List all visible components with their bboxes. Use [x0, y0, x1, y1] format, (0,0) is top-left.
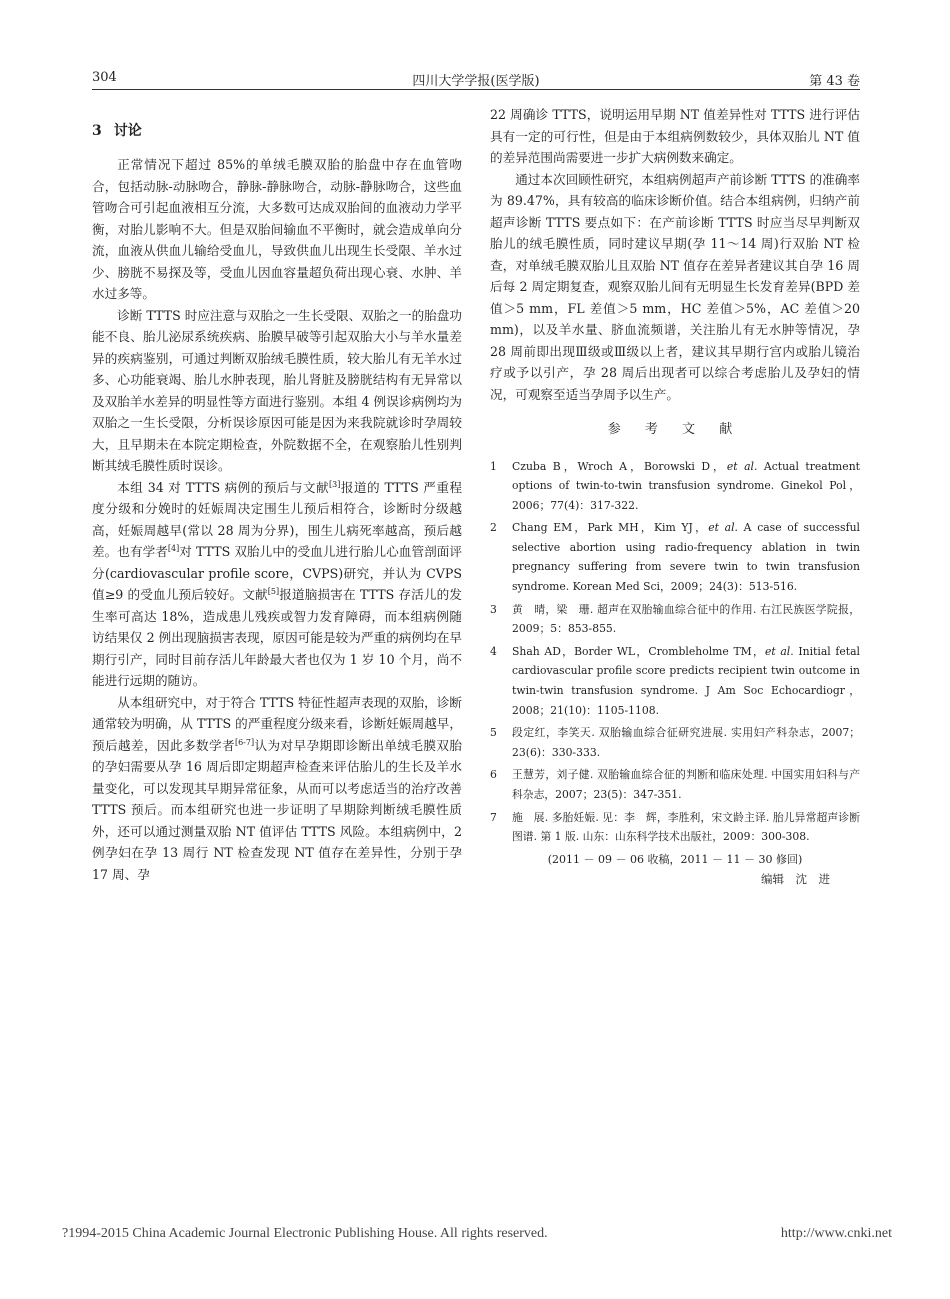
paragraph: 正常情况下超过 85%的单绒毛膜双胎的胎盘中存在血管吻合，包括动脉-动脉吻合，静脉-静脉吻合，动脉-静脉吻合，这些血管吻合可引起血液相互分流，大多数可达成双胎间的血液动力学平衡，对胎儿影响不大。但是双胎间输血不平衡时，就会造成单向分流，血液从供血儿输给受血儿，导致供血儿出现生长受限、羊水过少、膀胱不易探及等，受血儿因血容量超负荷出现心衰、水肿、羊水过多等。: [92, 157, 462, 301]
header-rule: [92, 89, 860, 90]
volume-number: 第 43 卷: [809, 74, 860, 89]
paragraph: 从本组研究中，对于符合 TTTS 特征性超声表现的双胎，诊断通常较为明确，从 TTTS 的严重程度分级来看，诊断妊娠周越早，预后越差，因此多数学者[6-7]认为对早孕期即诊断出单绒毛膜双胎的孕妇需要从孕 16 周后即定期超声检查来评估胎儿的生长及羊水量变化，可以发现其早期异常征象，从而可以考虑适当的治疗改善 TTTS 预后。而本组研究也进一步证明了早期除判断绒毛膜性质外，还可以通过测量双胎 NT 值评估 TTTS 风险。本组病例中，2 例孕妇在孕 13 周行 NT 检查发现 NT 值存在差异性，分别于孕 17 周、孕: [92, 694, 463, 882]
citation: [4]: [167, 543, 180, 553]
left-column: [92, 104, 462, 885]
section-heading: [92, 120, 462, 142]
copyright-notice: ?1994-2015 China Academic Journal Electronic Publishing House. All rights reserved.: [62, 1226, 548, 1241]
paragraph-continuation: 22 周确诊 TTTS，说明运用早期 NT 值差异性对 TTTS 进行评估具有一定的可行性，但是由于本组病例数较少，具体双胎儿 NT 值的差异范围尚需要进一步扩大病例数来确定。: [490, 107, 860, 165]
reference-item: 6 王慧芳，刘子健. 双胎输血综合征的判断和临床处理. 中国实用妇科与产科杂志，2007；23(5)：347-351.: [490, 768, 860, 801]
reference-item: 1 Czuba B，Wroch A，Borowski D，et al. Actual treatment options of twin-to-twin transfusion syndrome. Ginekol Pol，2006；77(4)：317-322.: [490, 459, 860, 512]
editor-credit: 编辑 沈 进: [761, 871, 830, 886]
reference-list: [490, 457, 860, 847]
reference-item: 3 黄 晴，梁 珊. 超声在双胎输血综合征中的作用. 右江民族医学院报，2009；5：853-855.: [490, 602, 860, 636]
reference-item: 7 施 展. 多胎妊娠. 见：李 辉，李胜利，宋文龄主译. 胎儿异常超声诊断图谱. 第 1 版. 山东：山东科学技术出版社，2009：300-308.: [490, 810, 860, 844]
journal-title: 四川大学学报(医学版): [412, 74, 540, 89]
section-number: 3: [92, 123, 102, 139]
citation: [5]: [267, 586, 280, 596]
section-title: 讨论: [113, 123, 142, 139]
website-link[interactable]: http://www.cnki.net: [780, 1226, 892, 1241]
references-heading: 参 考 文 献: [607, 422, 743, 437]
paragraph: 诊断 TTTS 时应注意与双胎之一生长受限、双胎之一的胎盘功能不良、胎儿泌尿系统疾病、胎膜早破等引起双胎大小与羊水量差异的疾病鉴别，可通过判断双胎绒毛膜性质，较大胎儿有无羊水过多、心功能衰竭、胎儿水肿表现，胎儿肾脏及膀胱结构有无异常以及双胎羊水差异的明显性等方面进行鉴别。本组 4 例误诊病例均为双胎之一生长受限，分析误诊原因可能是因为来我院就诊时孕周较大，且早期未在本院定期检查，外院数据不全，在观察胎儿性别判断其绒毛膜性质时误诊。: [92, 307, 462, 473]
reference-item: 4 Shah AD，Border WL，Crombleholme TM，et al. Initial fetal cardiovascular profile score predicts recipient twin outcome in twin-twin transfusion syndrome. J Am Soc Echocardiogr，2008；21(10)：1105-1108.: [490, 644, 860, 717]
paragraph: 通过本次回顾性研究，本组病例超声产前诊断 TTTS 的准确率为 89.47%，具有较高的临床诊断价值。结合本组病例，归纳产前超声诊断 TTTS 要点如下：在产前诊断 TTTS 时应当尽早判断双胎儿的绒毛膜性质，同时建议早期(孕 11～14 周)行双胎 NT 检查，对单绒毛膜双胎儿且双胎 NT 值存在差异者建议其自孕 16 周后每 2 周定期复查，观察双胎儿间有无明显生长发育差异(BPD 差值＞5 mm，FL 差值＞5 mm，HC 差值＞5%，AC 差值＞20 mm)，以及羊水量、脐血流频谱，关注胎儿有无水肿等情况，孕 28 周前即出现Ⅲ级或Ⅲ级以上者，建议其早期行宫内或胎儿镜治疗或予以引产，孕 28 周后出现者可以综合考虑胎儿及孕妇的情况，可观察至适当孕周予以生产。: [490, 171, 860, 402]
citation: [6-7]: [234, 737, 255, 747]
citation: [3]: [329, 479, 341, 489]
paragraph: 本组 34 对 TTTS 病例的预后与文献[3]报道的 TTTS 严重程度分级和分娩时的妊娠周决定围生儿预后相符合，诊断时分级越高，妊娠周越早(常以 28 周为分界)，围生儿病死率越高，预后越差。也有学者[4]对 TTTS 双胎儿中的受血儿进行胎儿心血管剖面评分(cardiovascular profile score，CVPS)研究，并认为 CVPS 值≥9 的受血儿预后较好。文献[5]报道脑损害在 TTTS 存活儿的发生率可高达 18%，造成患儿残疾或智力发育障碍，而本组病例随访结果仅 2 例出现脑损害表现，原因可能是较为严重的病例均在早期行引产，同时目前存活儿年龄最大者也仅为 1 岁 10 个月，尚不能进行远期的随访。: [92, 479, 462, 688]
page-header: [92, 70, 860, 94]
reference-item: 5 段定红，李笑天. 双胎输血综合征研究进展. 实用妇产科杂志，2007；23(6)：330-333.: [490, 726, 860, 759]
received-revised-dates: (2011 － 09 － 06 收稿，2011 － 11 － 30 修回): [547, 852, 803, 866]
right-column: [490, 104, 860, 889]
page-number: 304: [92, 70, 117, 85]
reference-item: 2 Chang EM，Park MH，Kim YJ，et al. A case of successful selective abortion using radio-frequency ablation in twin pregnancy suffering from severe twin to twin transfusion syndrome. Korean Med Sci，2009；24(3)：513-516.: [490, 521, 860, 594]
